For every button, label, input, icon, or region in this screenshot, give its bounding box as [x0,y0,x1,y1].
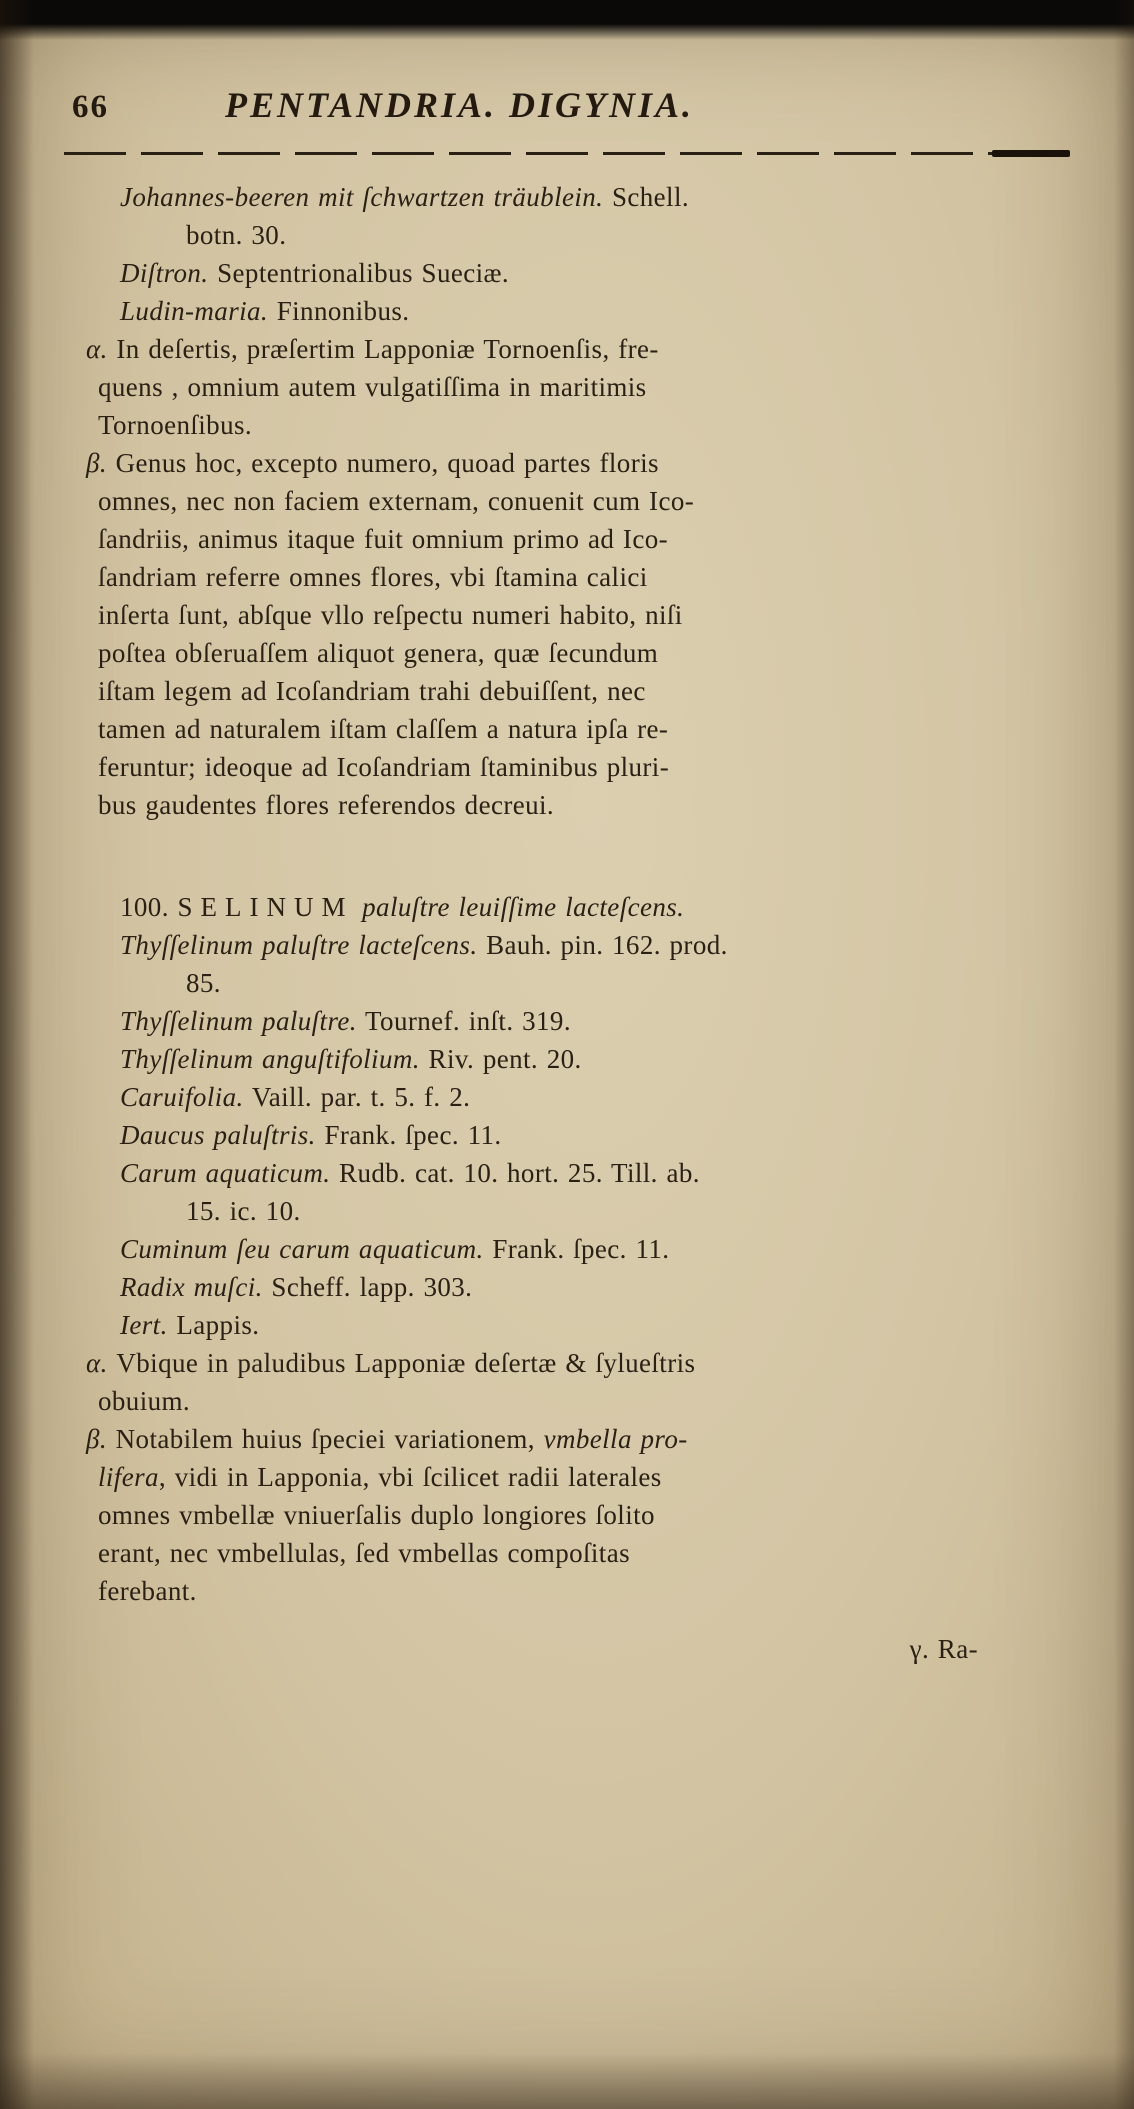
text-run: poſtea obſeruaſſem aliquot genera, quæ ſecundum [98,638,659,668]
text-run: ſandriis, animus itaque fuit omnium primo ad Ico- [98,524,668,554]
text-run: Frank. ſpec. 11. [315,1120,502,1150]
catchword: γ. Ra- [909,1634,978,1664]
text-run: Daucus paluſtris. [120,1120,316,1150]
text-line [120,1078,1074,1116]
text-line [98,710,1074,748]
text-run: inſerta ſunt, abſque vllo reſpectu numeri habito, niſi [98,600,683,630]
text-run: ferebant. [98,1576,197,1606]
text-line [98,368,1074,406]
text-line [120,1002,1074,1040]
para-alpha-2 [86,1344,1074,1420]
text-line [86,1344,1074,1382]
text-line [98,786,1074,824]
text-run: feruntur; ideoque ad Icoſandriam ſtaminibus pluri- [98,752,670,782]
text-line [98,406,1074,444]
text-line [120,926,1074,964]
text-run: paluſtre leuiſſime lacteſcens. [353,892,685,922]
text-run: Genus hoc, excepto numero, quoad partes floris [107,448,659,478]
text-line [98,634,1074,672]
text-run: Ludin-maria. [120,296,269,326]
text-run: Carum aquaticum. [120,1158,331,1188]
text-line [98,1572,1074,1610]
text-run: 85. [186,968,221,998]
text-run: quens , omnium autem vulgatiſſima in maritimis [98,372,647,402]
text-line [120,1116,1074,1154]
scan-right-edge [1114,0,1134,2109]
text-line [98,596,1074,634]
scan-top-edge [0,0,1134,40]
text-run: Scheff. lapp. 303. [262,1272,473,1302]
text-run: Notabilem huius ſpeciei variationem, [107,1424,544,1454]
text-line [186,964,1074,1002]
text-run: erant, nec vmbellulas, ſed vmbellas compoſitas [98,1538,631,1568]
entry-johannes-beeren [86,178,1074,330]
text-line [98,1458,1074,1496]
text-run: 15. ic. 10. [186,1196,301,1226]
text-line [86,330,1074,368]
text-line [120,292,1074,330]
text-run: vmbella pro- [543,1424,688,1454]
text-line [98,482,1074,520]
header-rule [64,150,1070,157]
text-run: obuium. [98,1386,191,1416]
text-run: Schell. [603,182,690,212]
text-run: Finnonibus. [268,296,410,326]
entry-selinum [86,888,1074,1344]
para-beta-1 [86,444,1074,824]
text-line [98,1496,1074,1534]
text-line [186,1192,1074,1230]
text-run: Diſtron. [120,258,209,288]
page-header [72,84,1070,126]
text-line [120,178,1074,216]
running-title: PENTANDRIA. DIGYNIA. [225,85,695,125]
text-run: Frank. ſpec. 11. [483,1234,670,1264]
text-run: Iert. [120,1310,168,1340]
text-line [120,254,1074,292]
text-run: , vidi in Lapponia, vbi ſcilicet radii laterales [158,1462,662,1492]
text-line [86,1420,1074,1458]
text-run: Vaill. par. t. 5. f. 2. [243,1082,471,1112]
text-run: lifera [98,1462,159,1492]
text-run: Rudb. cat. 10. hort. 25. Till. ab. [330,1158,700,1188]
text-run: Thyſſelinum paluſtre. [120,1006,357,1036]
text-run: Lappis. [167,1310,260,1340]
text-run: bus gaudentes flores referendos decreui. [98,790,555,820]
text-line [98,558,1074,596]
text-line [98,1534,1074,1572]
text-run: Tornoenſibus. [98,410,253,440]
text-run: In deſertis, præſertim Lapponiæ Tornoenſis, fre- [107,334,659,364]
text-run: Riv. pent. 20. [419,1044,582,1074]
text-run: β. [86,1424,107,1454]
text-run: ſandriam referre omnes flores, vbi ſtamina calici [98,562,648,592]
text-line [120,1040,1074,1078]
text-run: botn. 30. [186,220,287,250]
text-run: iſtam legem ad Icoſandriam trahi debuiſſent, nec [98,676,646,706]
text-line [98,1382,1074,1420]
text-line [98,520,1074,558]
text-line [98,672,1074,710]
header-rule-dashes [64,152,1070,155]
text-body [86,178,1074,1668]
scan-bottom-edge [0,2053,1134,2109]
text-run: Radix muſci. [120,1272,263,1302]
para-alpha-1 [86,330,1074,444]
text-line [98,748,1074,786]
text-run: SELINUM [177,892,354,922]
text-run: α. [86,1348,108,1378]
scan-left-edge [0,0,34,2109]
page-number: 66 [72,89,109,125]
text-line [120,1230,1074,1268]
text-run: tamen ad naturalem iſtam claſſem a natura ipſa re- [98,714,669,744]
text-run: β. [86,448,107,478]
text-line [120,1306,1074,1344]
text-run: Caruifolia. [120,1082,244,1112]
text-line [86,444,1074,482]
text-line [120,888,1074,926]
text-run: Bauh. pin. 162. prod. [477,930,728,960]
text-line [120,1268,1074,1306]
text-line [186,216,1074,254]
text-run: omnes vmbellæ vniuerſalis duplo longiores ſolito [98,1500,655,1530]
text-run: Thyſſelinum paluſtre lacteſcens. [120,930,478,960]
text-line [120,1154,1074,1192]
text-run: Vbique in paludibus Lapponiæ deſertæ & ſylueſtris [107,1348,696,1378]
text-run: omnes, nec non faciem externam, conuenit cum Ico- [98,486,695,516]
text-run: α. [86,334,108,364]
text-run: Cuminum ſeu carum aquaticum. [120,1234,484,1264]
para-beta-2 [86,1420,1074,1610]
text-run: Septentrionalibus Sueciæ. [208,258,510,288]
header-rule-heavy-end [992,150,1070,157]
text-run: Tournef. inſt. 319. [356,1006,571,1036]
text-run: Johannes-beeren mit ſchwartzen träublein. [120,182,604,212]
text-run: Thyſſelinum anguſtifolium. [120,1044,420,1074]
text-run: 100. [120,892,178,922]
